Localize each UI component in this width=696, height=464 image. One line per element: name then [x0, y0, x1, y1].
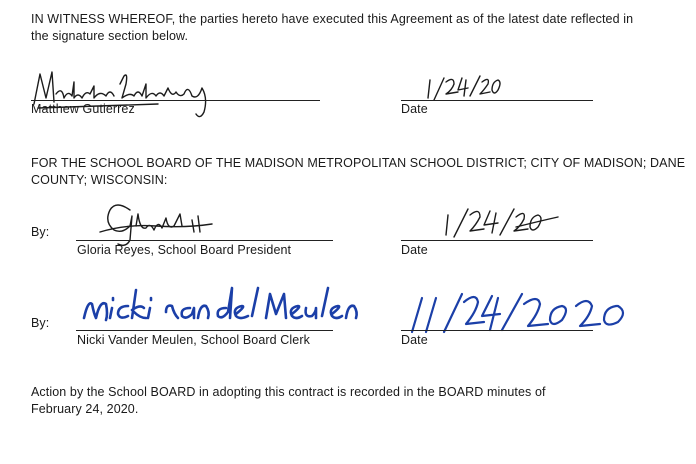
signer2-name-title: Nicki Vander Meulen, School Board Clerk: [77, 333, 310, 347]
board-action-line-2: February 24, 2020.: [31, 402, 139, 416]
date-line-signer1: [401, 240, 593, 241]
board-action-line-1: Action by the School BOARD in adopting this contract is recorded in the BOARD minutes of: [31, 385, 546, 399]
signature-line-signer1: [76, 240, 333, 241]
date-line-signer2: [401, 330, 593, 331]
signed-date-party1: [424, 74, 514, 106]
signer1-by-label: By:: [31, 225, 50, 239]
signed-date-signer1: [440, 205, 560, 241]
signer2-date-label: Date: [401, 333, 428, 347]
witness-clause-line-2: the signature section below.: [31, 29, 189, 43]
party1-name: Matthew Gutierrez: [31, 102, 135, 116]
signer1-name-title: Gloria Reyes, School Board President: [77, 243, 292, 257]
signer1-date-label: Date: [401, 243, 428, 257]
signer2-by-label: By:: [31, 316, 50, 330]
board-heading-line-1: FOR THE SCHOOL BOARD OF THE MADISON METROPOLITAN SCHOOL DISTRICT; CITY OF MADISON; DANE: [31, 156, 686, 170]
witness-clause-line-1: IN WITNESS WHEREOF, the parties hereto have executed this Agreement as of the latest date reflected in: [31, 12, 634, 26]
board-heading-line-2: COUNTY; WISCONSIN:: [31, 173, 168, 187]
party1-date-label: Date: [401, 102, 428, 116]
signature-line-signer2: [76, 330, 333, 331]
signature-nicki-vander-meulen: [80, 284, 366, 330]
date-line-party1: [401, 100, 593, 101]
